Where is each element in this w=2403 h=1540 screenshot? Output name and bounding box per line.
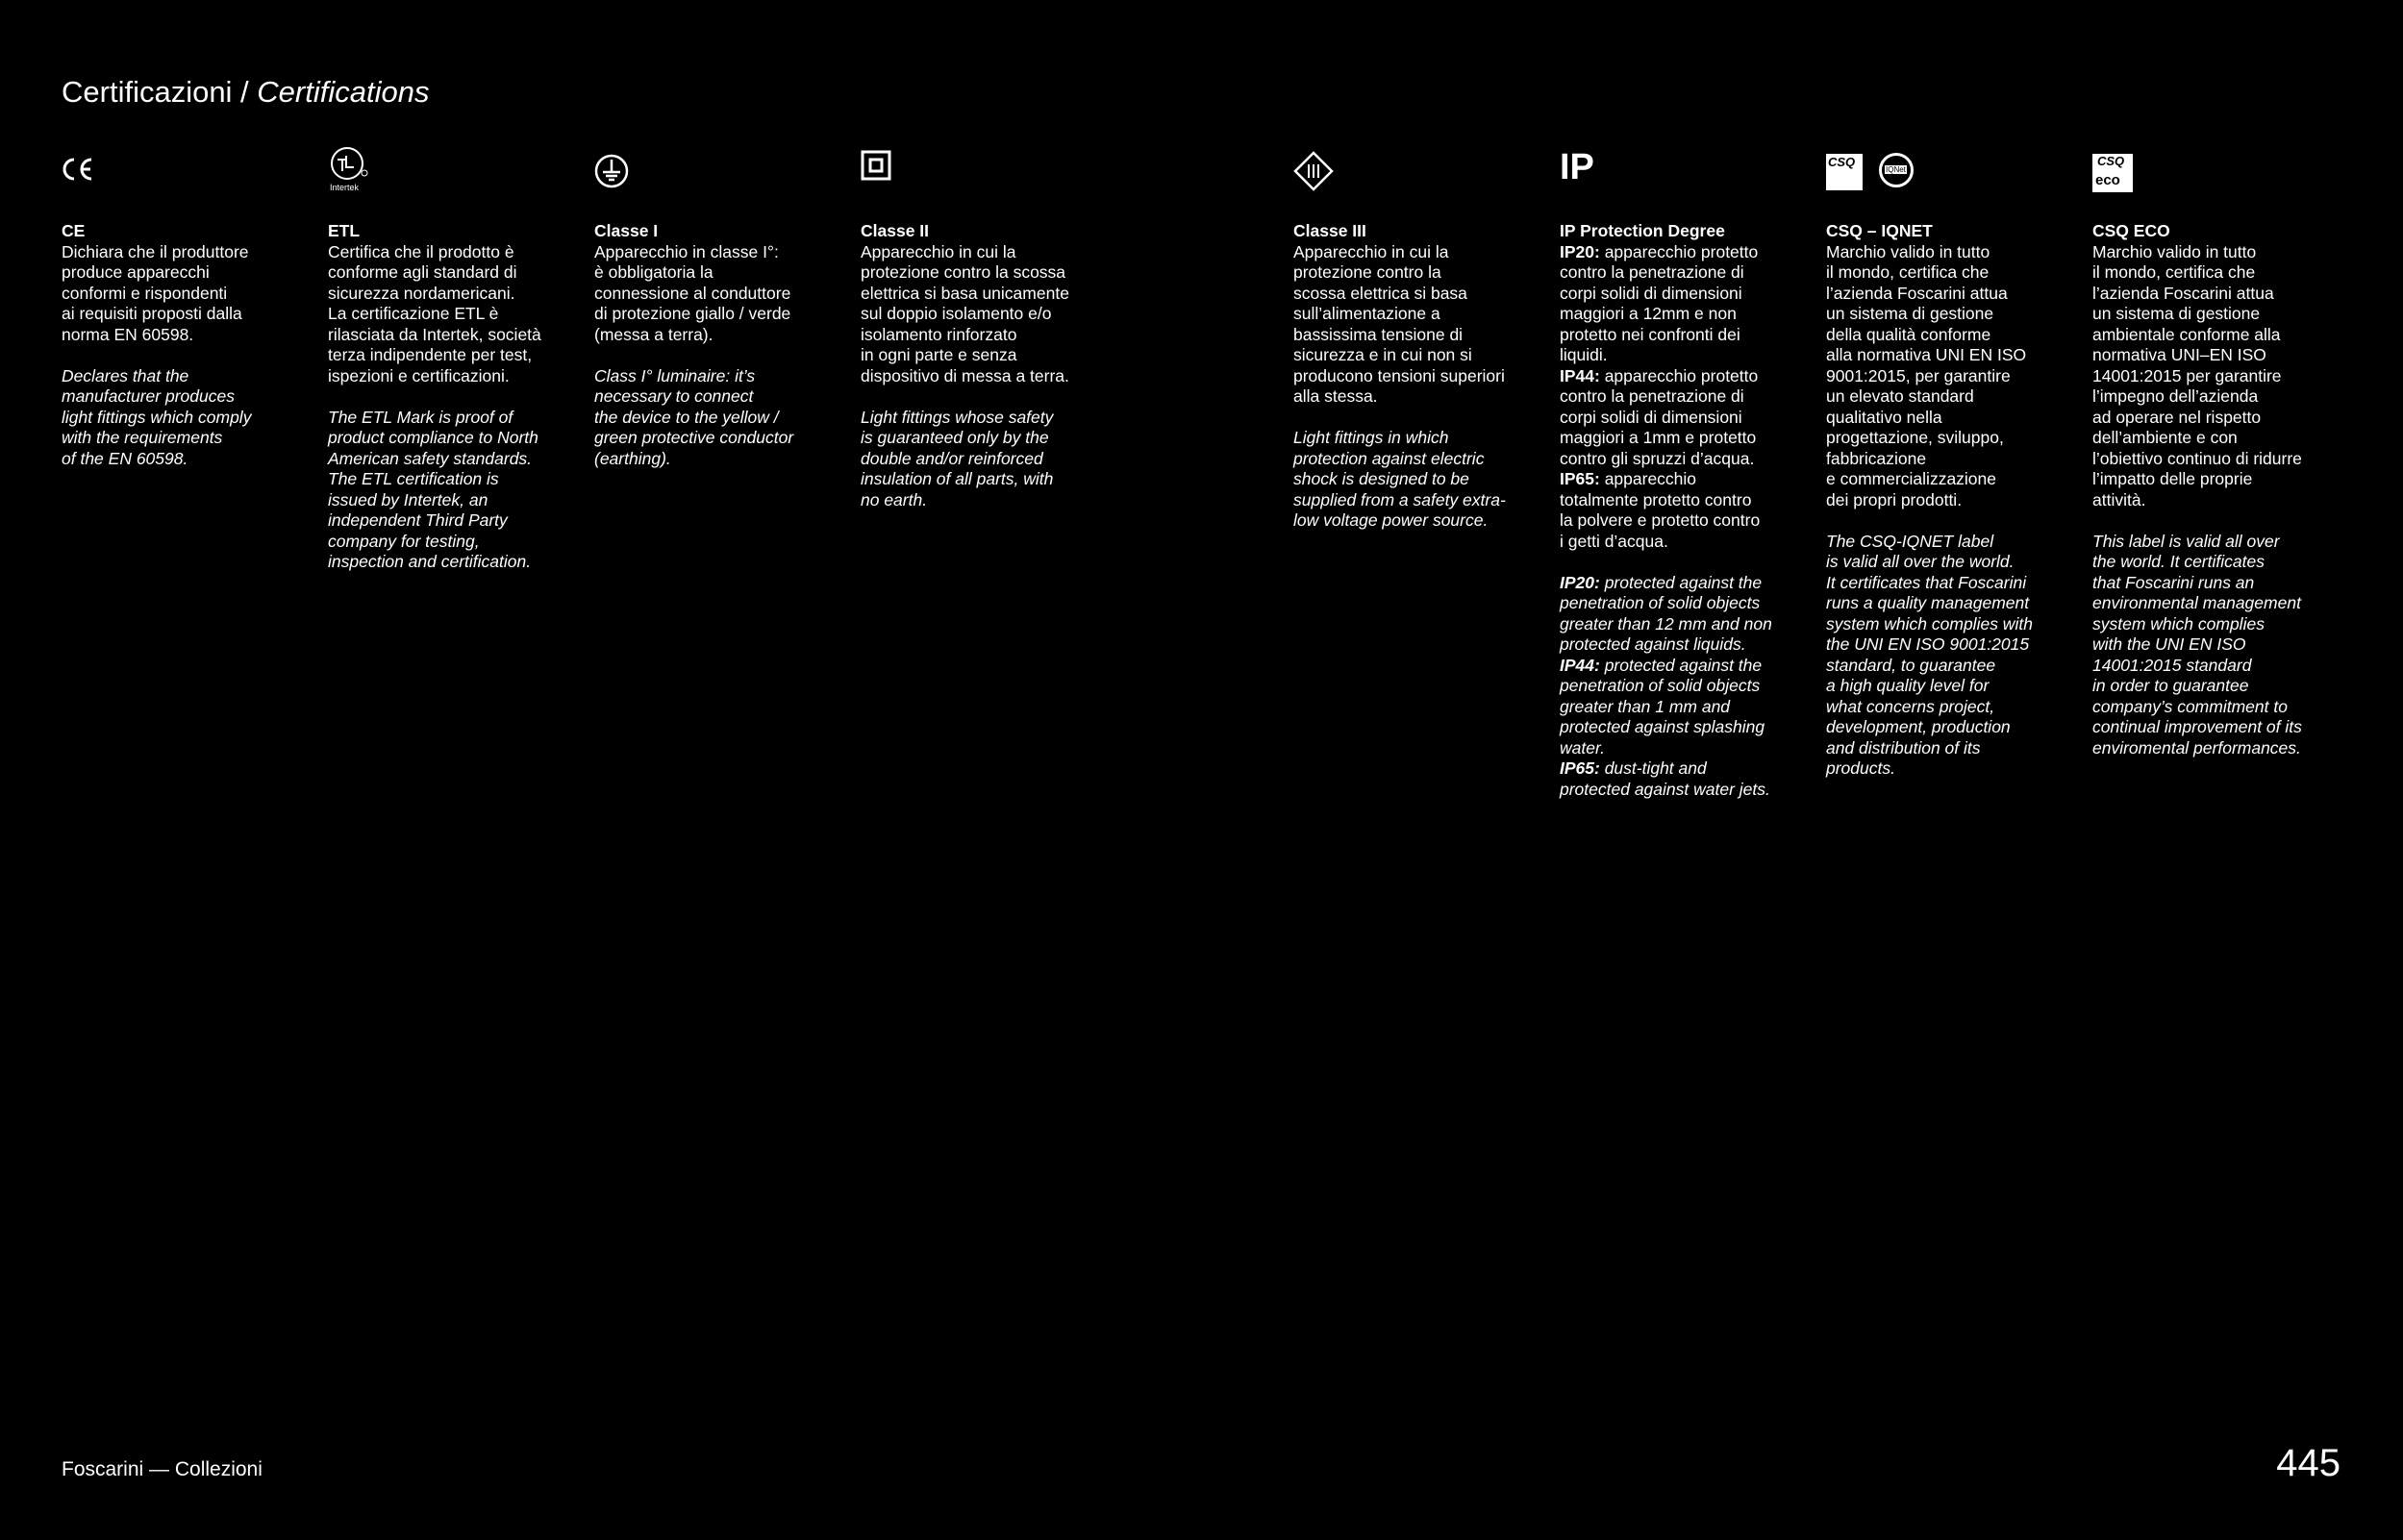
page-number: 445: [2276, 1442, 2340, 1484]
cert-text-en: Class I° luminaire: it’s necessary to connect the device to the yellow / green protective conductor (earthing).: [594, 365, 794, 468]
cert-classe-i: [594, 144, 852, 469]
cert-classe-ii: [861, 144, 1118, 510]
cert-heading: Classe I: [594, 221, 659, 240]
ip-icon: [1560, 144, 1817, 211]
ce-mark-icon: [62, 144, 319, 211]
cert-text-it: Apparecchio in cui la protezione contro la scossa elettrica si basa sull’alimentazione a bassissima tensione di sicurezza e in cui non si producono tensioni superiori alla stessa.: [1293, 241, 1505, 406]
ip-desc: protected against the penetration of solid objects greater than 12 mm and non protected against liquids.: [1560, 572, 1772, 654]
cert-text-it: Apparecchio in cui la protezione contro la scossa elettrica si basa unicamente sul doppio isolamento e/o isolamento rinforzato in ogni parte e senza dispositivo di messa a terra.: [861, 241, 1069, 385]
ip-desc: apparecchio totalmente protetto contro la polvere e protetto contro i getti d’acqua.: [1560, 469, 1761, 551]
cert-text-it: Certifica che il prodotto è conforme agli standard di sicurezza nordamericani. La certificazione ETL è rilasciata da Intertek, società terza indipendente per test, ispezioni e certificazioni.: [328, 241, 541, 385]
csq-logo-text: CSQ: [2097, 154, 2125, 168]
cert-ce: [62, 144, 319, 469]
ip-code: IP44:: [1560, 365, 1600, 385]
cert-heading: IP Protection Degree: [1560, 221, 1725, 240]
cert-etl: [328, 144, 586, 573]
diamond-iii-icon: [1293, 144, 1551, 211]
ip-list-it: [1560, 242, 1817, 553]
title-italian: Certificazioni /: [62, 75, 258, 109]
cert-heading: CSQ ECO: [2092, 221, 2170, 240]
iqnet-logo: [1879, 153, 1914, 187]
ip-code: IP44:: [1560, 655, 1600, 675]
csq-eco-icon: [2092, 144, 2350, 211]
cert-heading: CSQ – IQNET: [1826, 221, 1933, 240]
ip-desc: apparecchio protetto contro la penetrazione di corpi solidi di dimensioni maggiori a 12mm e non protetto nei confronti dei liquidi.: [1560, 241, 1759, 364]
cert-text-en: Declares that the manufacturer produces light fittings which comply with the requirements of the EN 60598.: [62, 365, 252, 468]
ip-code: IP65:: [1560, 469, 1600, 488]
cert-csq-eco: [2092, 144, 2350, 758]
cert-text-it: Dichiara che il produttore produce apparecchi conformi e rispondenti ai requisiti proposti dalla norma EN 60598.: [62, 241, 249, 344]
ip-desc: dust-tight and protected against water jets.: [1560, 758, 1770, 799]
cert-text-en: This label is valid all over the world. It certificates that Foscarini runs an environmental management system which complies with the UNI EN ISO 14001:2015 standard in order to guarantee company’s commitment to continual improvement of its enviromental performances.: [2092, 531, 2302, 758]
intertek-label: Intertek: [330, 183, 360, 192]
ip-desc: protected against the penetration of solid objects greater than 1 mm and protected against splashing water.: [1560, 655, 1765, 758]
iqnet-logo-text: IQNet: [1886, 165, 1906, 174]
cert-text-it: Marchio valido in tutto il mondo, certifica che l’azienda Foscarini attua un sistema di gestione della qualità conforme alla normativa UNI EN ISO 9001:2015, per garantire un elevato standard qualitativo nella progettazione, sviluppo, fabbricazione e commercializzazione dei propri prodotti.: [1826, 241, 2027, 509]
csq-eco-logo: [2092, 154, 2133, 192]
ip-code: IP20:: [1560, 241, 1600, 261]
cert-text-it: Marchio valido in tutto il mondo, certifica che l’azienda Foscarini attua un sistema di gestione ambientale conforme alla normativa UNI–EN ISO 14001:2015 per garantire l’impegno dell’azienda ad operare nel rispetto dell’ambiente e con l’obiettivo continuo di ridurre l’impatto delle proprie attività.: [2092, 241, 2302, 509]
cert-text-en: Light fittings whose safety is guaranteed only by the double and/or reinforced insulation of all parts, with no earth.: [861, 407, 1054, 509]
page-title: [62, 73, 429, 112]
eco-logo-text: eco: [2095, 172, 2120, 188]
cert-csq-iqnet: [1826, 144, 2084, 780]
cert-heading: CE: [62, 221, 86, 240]
cert-heading: ETL: [328, 221, 361, 240]
title-english: Certifications: [257, 75, 430, 109]
footer-text: Foscarini — Collezioni: [62, 1458, 263, 1480]
csq-logo: [1826, 154, 1863, 190]
double-square-icon: [861, 144, 1118, 211]
ip-list-en: [1560, 573, 1817, 801]
cert-heading: Classe II: [861, 221, 930, 240]
csq-iqnet-icon: [1826, 144, 2084, 211]
ip-code: IP20:: [1560, 572, 1600, 592]
ip-code: IP65:: [1560, 758, 1600, 778]
etl-intertek-icon: [328, 144, 586, 211]
cert-heading: Classe III: [1293, 221, 1366, 240]
earth-ground-icon: [594, 144, 852, 211]
ip-icon-label: IP: [1560, 147, 1594, 187]
ip-desc: apparecchio protetto contro la penetrazione di corpi solidi di dimensioni maggiori a 1mm e protetto contro gli spruzzi d’acqua.: [1560, 365, 1759, 468]
cert-text-en: Light fittings in which protection against electric shock is designed to be supplied from a safety extra- low voltage power source.: [1293, 428, 1506, 530]
cert-text-en: The ETL Mark is proof of product compliance to North American safety standards. The ETL certification is issued by Intertek, an independent Third Party company for testing, inspection and certification.: [328, 407, 538, 571]
cert-text-en: The CSQ-IQNET label is valid all over the world. It certificates that Foscarini runs a quality management system which complies with the UNI EN ISO 9001:2015 standard, to guarantee a high quality level for what concerns project, development, production and distribution of its products.: [1826, 531, 2033, 778]
cert-classe-iii: [1293, 144, 1551, 532]
cert-ip: [1560, 144, 1817, 800]
csq-logo-text: CSQ: [1828, 155, 1856, 169]
cert-text-it: Apparecchio in classe I°: è obbligatoria la connessione al conduttore di protezione giallo / verde (messa a terra).: [594, 241, 791, 344]
